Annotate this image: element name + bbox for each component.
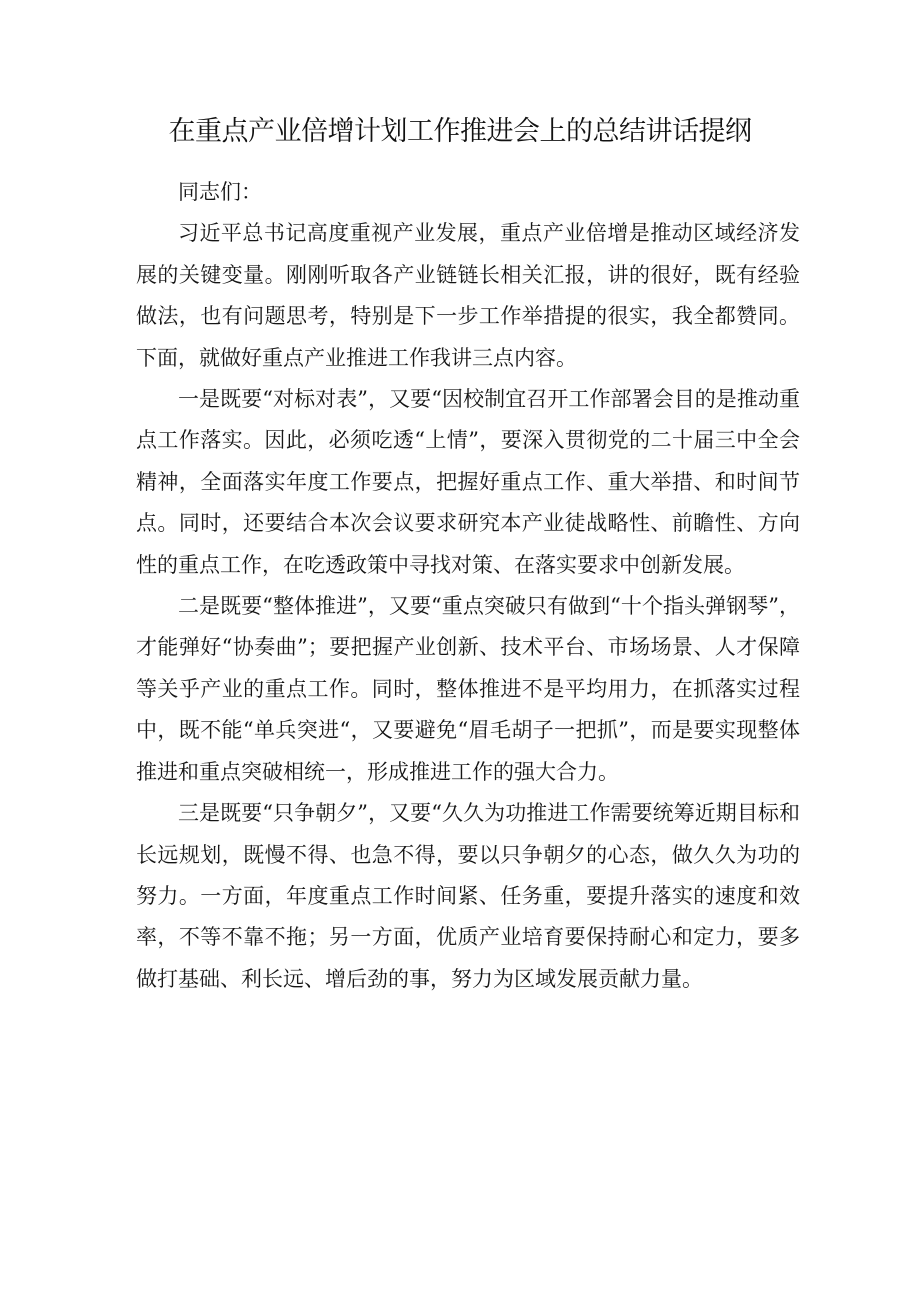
paragraph-point-two: 二是既要“整体推进”，又要“重点突破只有做到“十个指头弹钢琴”，才能弹好“协奏曲”；要把握产业创新、技术平台、市场场景、人才保障等关乎产业的重点工作。同时，整体推进不是平均用力，在抓落实过程中，既不能“单兵突进“，又要避免“眉毛胡子一把抓”，而是要实现整体推进和重点突破相统一，形成推进工作的强大合力。 [136,594,800,784]
paragraph-intro: 习近平总书记高度重视产业发展，重点产业倍增是推动区域经济发展的关键变量。刚刚听取各产业链链长相关汇报，讲的很好，既有经验做法，也有问题思考，特别是下一步工作举措提的很实，我全都赞同。下面，就做好重点产业推进工作我讲三点内容。 [136,221,800,370]
document-title: 在重点产业倍增计划工作推进会上的总结讲话提纲 [168,116,752,147]
salutation: 同志们： [178,180,262,204]
paragraph-point-three: 三是既要“只争朝夕”，又要“久久为功推进工作需要统筹近期目标和长远规划，既慢不得、也急不得，要以只争朝夕的心态，做久久为功的努力。一方面，年度重点工作时间紧、任务重，要提升落实的速度和效率，不等不靠不拖；另一方面，优质产业培育要保持耐心和定力，要多做打基础、利长远、增后劲的事，努力为区域发展贡献力量。 [136,801,800,991]
document-body [136,172,800,1000]
paragraph-point-one: 一是既要“对标对表”，又要“因校制宜召开工作部署会目的是推动重点工作落实。因此，必须吃透“上情”，要深入贯彻党的二十届三中全会精神，全面落实年度工作要点，把握好重点工作、重大举措、和时间节点。同时，还要结合本次会议要求研究本产业徒战略性、前瞻性、方向性的重点工作，在吃透政策中寻找对策、在落实要求中创新发展。 [136,387,800,577]
